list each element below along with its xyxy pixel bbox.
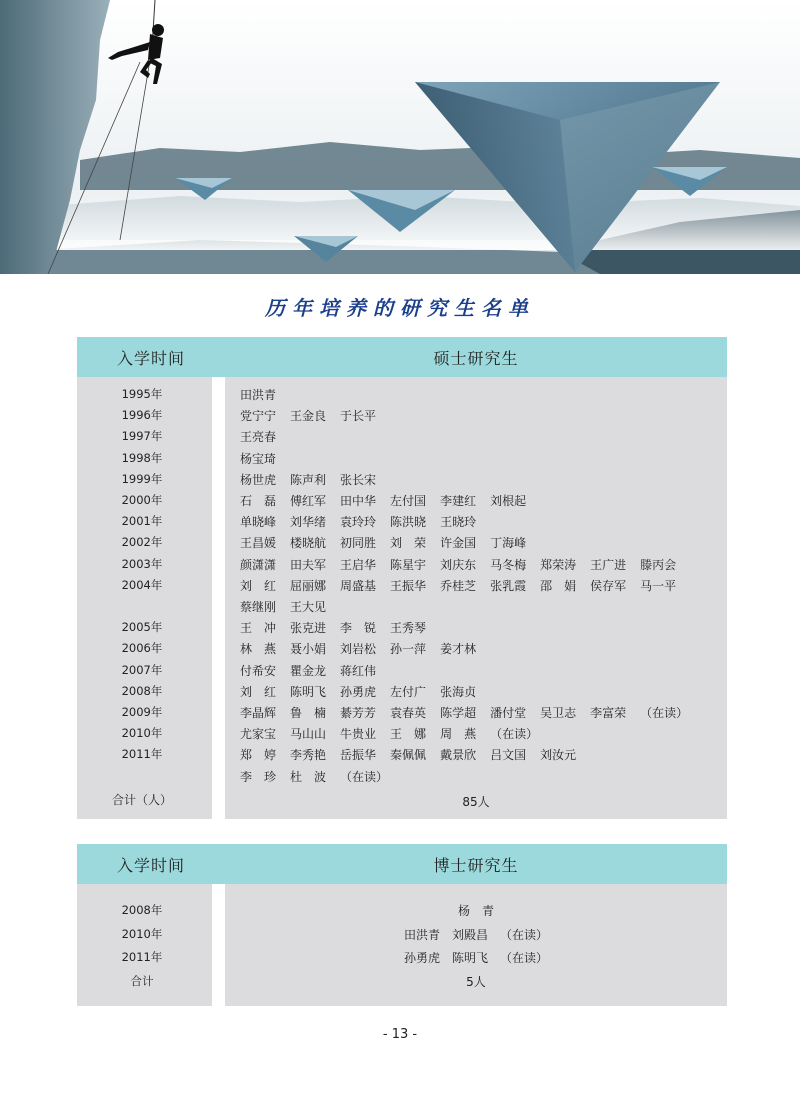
student-name: 刘 红: [240, 578, 277, 593]
student-name: 石 磊: [240, 494, 277, 508]
student-name: 陈声利: [290, 472, 327, 487]
student-name: 蔡继刚: [240, 600, 277, 614]
total-label: 合计（人）: [111, 793, 172, 807]
student-name: 傅红军: [290, 494, 327, 508]
student-name: 王秀琴: [390, 621, 427, 636]
year-cell: 1995年: [121, 387, 163, 401]
total-value: 5人: [466, 975, 486, 989]
student-name: 陈星宇: [390, 557, 427, 572]
student-name: 刘汝元: [540, 748, 577, 763]
names-cell: [240, 471, 390, 488]
student-name: 左付国: [390, 494, 427, 508]
student-name: 马冬梅: [490, 557, 527, 572]
table-header: [77, 844, 727, 884]
student-name: 田洪青: [240, 388, 277, 402]
year-cell: 2011年: [121, 747, 163, 762]
year-cell: 2006年: [121, 641, 163, 656]
student-name: 王金良: [290, 409, 327, 424]
total-label: 合计: [130, 974, 154, 988]
student-name: 陈洪晓: [390, 515, 427, 530]
student-name: 田中华: [340, 494, 377, 508]
student-name: （在读）: [340, 769, 389, 784]
student-name: 王 娜: [390, 727, 427, 742]
year-cell: 1997年: [121, 429, 163, 444]
table-header: [77, 337, 727, 377]
student-name: 颜潇潇: [240, 557, 277, 572]
student-name: 左付广: [390, 684, 427, 699]
phd-students-table: [77, 844, 727, 1006]
student-name: 秦佩佩: [390, 748, 427, 763]
names-cell: [240, 683, 490, 700]
student-name: 岳振华: [340, 748, 377, 763]
master-students-table: [77, 337, 727, 819]
student-name: 孙勇虎: [340, 684, 377, 699]
student-name: 孙勇虎: [403, 951, 440, 965]
student-name: 刘庆东: [440, 557, 477, 572]
student-name: 单晓峰: [240, 515, 277, 530]
student-name: 侯存军: [590, 578, 627, 593]
student-name: 李 珍: [240, 769, 277, 784]
student-name: 周盛基: [340, 578, 377, 593]
student-name: 杜 波: [290, 769, 327, 784]
year-cell: 1996年: [121, 408, 163, 423]
student-name: 袁春英: [390, 706, 427, 720]
student-name: （在读）: [640, 706, 689, 720]
year-cell: 2001年: [121, 514, 163, 529]
names-cell: [240, 577, 690, 594]
student-name: （在读）: [500, 927, 549, 942]
names-cell: [240, 450, 290, 467]
column-divider: [212, 884, 225, 1006]
student-name: 陈明飞: [290, 684, 327, 699]
student-name: 林 燕: [240, 642, 277, 657]
student-name: 马一平: [640, 578, 677, 593]
student-name: 姜才林: [440, 642, 477, 657]
student-name: 王大见: [290, 600, 327, 614]
year-cell: 2000年: [121, 493, 163, 507]
student-name: 丁海峰: [490, 536, 527, 551]
header-banner-image: [0, 0, 800, 274]
names-cell: [240, 407, 390, 424]
names-cell: [240, 640, 490, 657]
student-name: 牛贵业: [340, 727, 377, 742]
names-cell: [240, 386, 290, 403]
student-name: 王 冲: [240, 621, 277, 636]
total-value: 85人: [462, 795, 490, 809]
student-name: 李富荣: [590, 706, 627, 720]
names-cell: [240, 598, 340, 615]
student-name: 戴景欣: [440, 748, 477, 763]
year-cell: 2002年: [121, 535, 163, 550]
names-cell: [240, 428, 290, 445]
year-cell: 2003年: [121, 556, 163, 571]
student-name: 郑 婷: [240, 748, 277, 763]
student-name: 田夫军: [290, 557, 327, 572]
student-name: 刘华绪: [290, 515, 327, 530]
student-name: 杨世虎: [240, 472, 277, 487]
names-cell: [240, 704, 702, 721]
header-master-students: 硕士研究生: [433, 349, 519, 368]
names-cell: [240, 662, 390, 679]
student-name: （在读）: [500, 951, 549, 965]
student-name: 尤家宝: [240, 727, 277, 742]
names-cell: [240, 725, 552, 742]
year-cell: 2011年: [121, 950, 163, 964]
student-name: 楼晓航: [290, 536, 327, 551]
student-name: 瞿金龙: [290, 663, 327, 678]
student-name: 张长宋: [340, 472, 377, 487]
student-name: 张海贞: [440, 684, 477, 699]
student-name: 陈明飞: [451, 951, 488, 965]
student-name: 邵 娟: [540, 578, 577, 593]
names-cell: [240, 619, 440, 636]
header-enrollment-time: 入学时间: [116, 856, 185, 875]
year-cell: 1998年: [121, 450, 163, 465]
names-cell: [240, 746, 590, 763]
student-name: 王晓玲: [440, 515, 477, 530]
year-cell: 2009年: [121, 705, 163, 719]
student-name: 聂小娟: [290, 642, 327, 657]
names-cell: [240, 768, 402, 785]
student-name: 滕丙会: [640, 557, 677, 572]
year-cell: 2004年: [121, 577, 163, 592]
year-cell: 2007年: [121, 662, 163, 677]
student-name: 刘岩松: [340, 642, 377, 657]
student-name: 李晶辉: [240, 706, 277, 720]
student-name: 杨 青: [457, 904, 494, 918]
student-name: 乔桂芝: [440, 578, 477, 593]
year-cell: 2008年: [121, 683, 163, 698]
student-name: 王广进: [590, 557, 627, 572]
student-name: 田洪青: [403, 927, 440, 942]
student-name: 周 燕: [440, 727, 477, 742]
names-cell: [240, 556, 690, 573]
names-cell: [225, 949, 727, 966]
student-name: 李 锐: [340, 621, 377, 636]
page-number: - 13 -: [382, 1027, 418, 1042]
student-name: 张乳霞: [490, 578, 527, 593]
names-cell: [240, 534, 540, 551]
student-name: 初同胜: [340, 536, 377, 551]
student-name: 李秀艳: [290, 748, 327, 763]
student-name: 于长平: [340, 409, 377, 424]
student-name: 吕文国: [490, 748, 527, 763]
student-name: 郑荣涛: [540, 557, 577, 572]
column-divider: [212, 377, 225, 819]
student-name: 王振华: [390, 578, 427, 593]
student-name: 马山山: [290, 727, 327, 742]
header-enrollment-time: 入学时间: [116, 349, 185, 368]
student-name: 刘殿昌: [451, 927, 488, 942]
student-name: 袁玲玲: [340, 515, 377, 530]
student-name: 王昌媛: [240, 536, 277, 551]
student-name: 屈丽娜: [290, 578, 327, 593]
header-phd-students: 博士研究生: [433, 856, 519, 875]
student-name: 刘根起: [490, 494, 527, 508]
student-name: 杨宝琦: [240, 451, 277, 466]
student-name: 许金国: [440, 536, 477, 551]
year-cell: 2010年: [121, 926, 163, 941]
year-cell: 2010年: [121, 726, 163, 741]
student-name: 蒋红伟: [340, 663, 377, 678]
student-name: 鲁 楠: [290, 706, 327, 720]
student-name: 刘 荣: [390, 536, 427, 551]
names-cell: [240, 492, 540, 509]
year-cell: 2005年: [121, 620, 163, 635]
year-cell: 1999年: [121, 471, 163, 486]
student-name: 刘 红: [240, 684, 277, 699]
student-name: 吴卫志: [540, 706, 577, 720]
student-name: 王启华: [340, 557, 377, 572]
student-name: 付希安: [240, 663, 277, 678]
student-name: （在读）: [490, 727, 539, 742]
student-name: 张克进: [290, 621, 327, 636]
student-name: 潘付堂: [490, 706, 527, 720]
year-cell: 2008年: [121, 903, 163, 917]
student-name: 陈学超: [440, 706, 477, 720]
page-title: 历年培养的研究生名单: [265, 296, 535, 320]
names-cell: [225, 902, 727, 919]
student-name: 綦芳芳: [340, 706, 377, 720]
names-cell: [240, 513, 490, 530]
student-name: 孙一萍: [390, 642, 427, 657]
student-name: 王亮春: [240, 430, 277, 445]
student-name: 党宁宁: [240, 409, 277, 424]
names-cell: [225, 926, 727, 943]
student-name: 李建红: [440, 494, 477, 508]
